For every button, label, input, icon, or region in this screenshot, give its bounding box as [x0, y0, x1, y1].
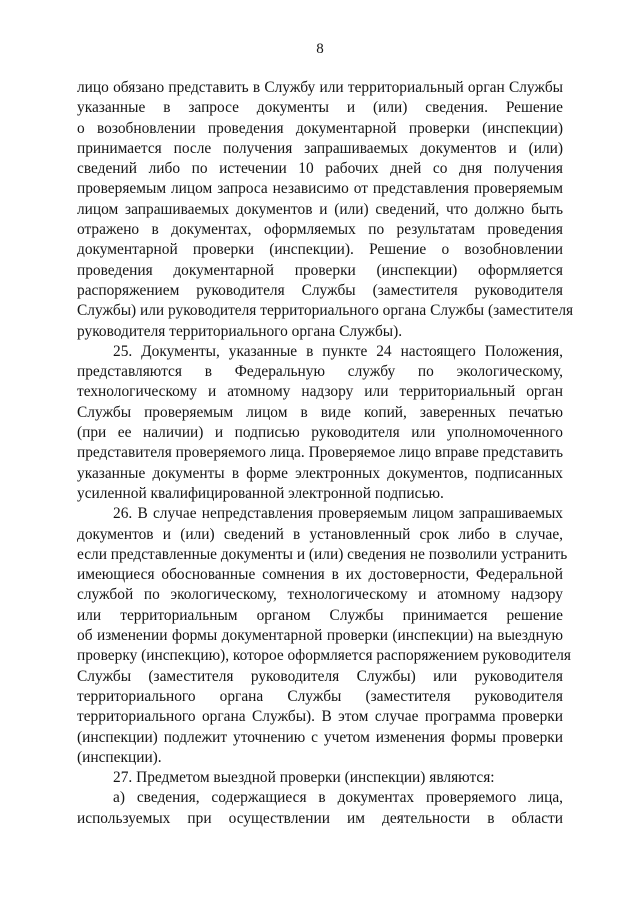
- text-line: Службы проверяемым лицом в виде копий, заверенных печатью: [77, 403, 563, 421]
- text-line: лицом запрашиваемых документов и (или) сведений, что должно быть: [77, 200, 563, 218]
- text-line: (инспекции) подлежит уточнению с учетом изменения формы проверки: [77, 728, 563, 746]
- text-line: лицо обязано представить в Службу или территориальный орган Службы: [77, 79, 563, 96]
- text-line: о возобновлении проведения документарной проверки (инспекции): [77, 119, 563, 137]
- text-line: документов и (или) сведений в установленный срок либо в случае,: [77, 525, 563, 543]
- text-line: Службы (заместителя руководителя Службы) или руководителя: [77, 667, 563, 685]
- text-line: службой по экологическому, технологическому и атомному надзору: [77, 586, 563, 604]
- text-line: проведения документарной проверки (инспекции) оформляется: [77, 261, 563, 279]
- text-line: распоряжением руководителя Службы (заместителя руководителя: [77, 281, 563, 299]
- text-line: используемых при осуществлении им деятельности в области: [77, 809, 563, 827]
- text-line: или территориальным органом Службы принимается решение: [77, 606, 563, 624]
- text-line: указанные в запросе документы и (или) сведения. Решение: [77, 99, 563, 117]
- text-line: представителя проверяемого лица. Проверяемое лицо вправе представить: [77, 444, 563, 462]
- text-line: об изменении формы документарной проверки (инспекции) на выездную: [77, 627, 563, 645]
- text-line: если представленные документы и (или) сведения не позволили устранить: [77, 545, 568, 563]
- text-line: технологическому и атомному надзору или территориальный орган: [77, 383, 563, 401]
- text-line: проверяемым лицом запроса независимо от представления проверяемым: [77, 180, 563, 198]
- text-line: 25. Документы, указанные в пункте 24 настоящего Положения,: [113, 342, 563, 360]
- text-line: (при ее наличии) и подписью руководителя или уполномоченного: [77, 424, 563, 442]
- text-line: Службы) или руководителя территориального органа Службы (заместителя: [77, 302, 574, 320]
- text-line: проверку (инспекцию), которое оформляется распоряжением руководителя: [77, 647, 571, 665]
- text-line: имеющиеся обоснованные сомнения в их достоверности, Федеральной: [77, 566, 563, 584]
- text-line: территориального органа Службы). В этом случае программа проверки: [77, 708, 563, 726]
- text-line: руководителя территориального органа Службы).: [77, 322, 403, 340]
- text-line: 27. Предметом выездной проверки (инспекции) являются:: [113, 769, 495, 787]
- text-line: документарной проверки (инспекции). Решение о возобновлении: [77, 241, 563, 259]
- text-line: усиленной квалифицированной электронной подписью.: [77, 484, 444, 502]
- document-body: [77, 78, 574, 829]
- text-line: указанные документы в форме электронных документов, подписанных: [77, 464, 563, 482]
- text-line: принимается после получения запрашиваемых документов и (или): [77, 139, 563, 157]
- text-line: территориального органа Службы (заместителя руководителя: [77, 687, 563, 705]
- text-line: сведений либо по истечении 10 рабочих дней со дня получения: [77, 160, 563, 178]
- text-line: 26. В случае непредставления проверяемым лицом запрашиваемых: [113, 505, 563, 523]
- text-line: (инспекции).: [77, 748, 162, 766]
- text-line: отражено в документах, оформляемых по результатам проведения: [77, 221, 563, 239]
- text-line: представляются в Федеральную службу по экологическому,: [77, 363, 563, 381]
- page-number: 8: [316, 41, 324, 57]
- text-line: а) сведения, содержащиеся в документах проверяемого лица,: [113, 789, 563, 807]
